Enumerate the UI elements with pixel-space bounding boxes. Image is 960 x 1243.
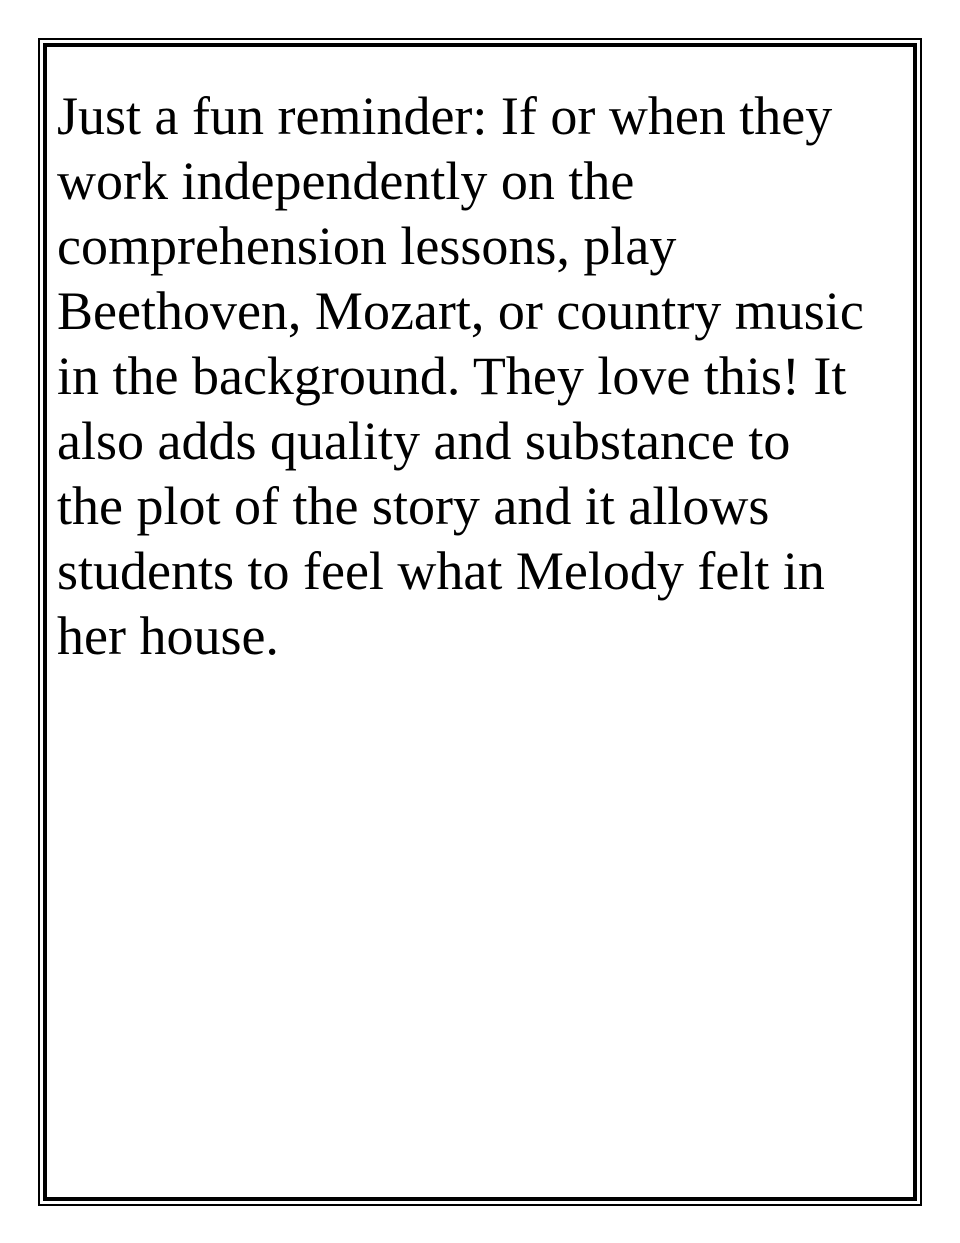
paragraph-line: the plot of the story and it allows — [57, 476, 770, 536]
paragraph-line: Just a fun reminder: If or when they — [57, 86, 833, 146]
reminder-paragraph — [57, 84, 907, 669]
paragraph-line: also adds quality and substance to — [57, 411, 791, 471]
paragraph-line: in the background. They love this! It — [57, 346, 847, 406]
paragraph-line: comprehension lessons, play — [57, 216, 677, 276]
paragraph-line: her house. — [57, 606, 279, 666]
paragraph-line: students to feel what Melody felt in — [57, 541, 825, 601]
paragraph-line: Beethoven, Mozart, or country music — [57, 281, 864, 341]
paragraph-line: work independently on the — [57, 151, 635, 211]
